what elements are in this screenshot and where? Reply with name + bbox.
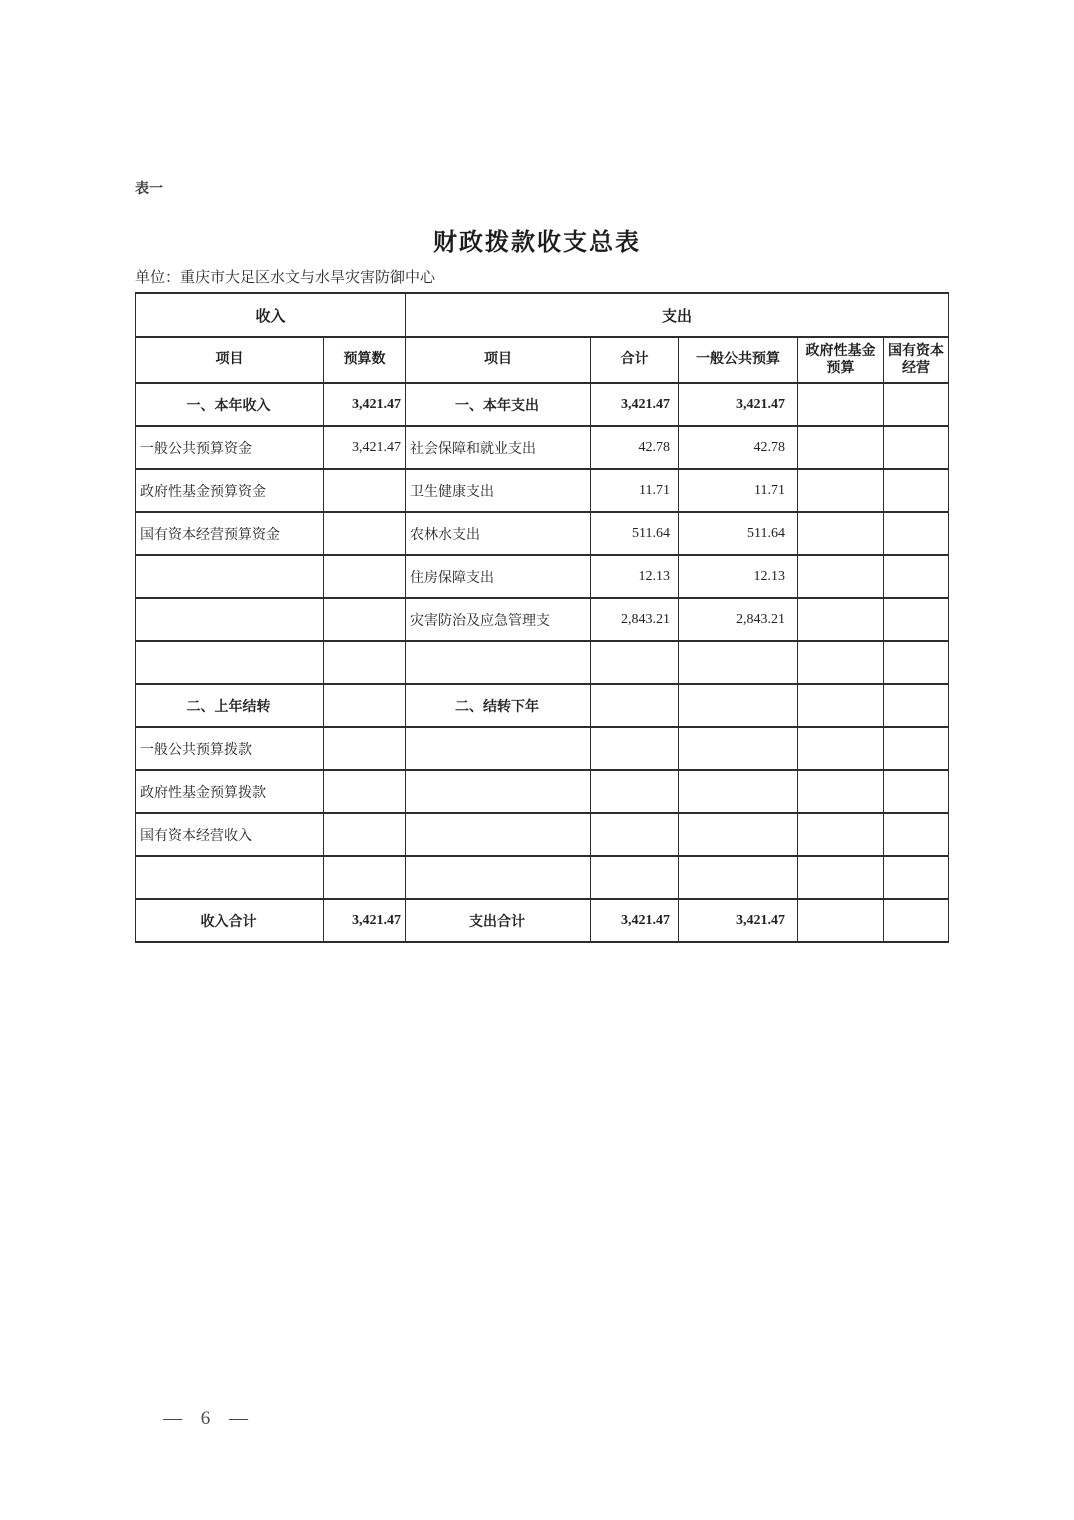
- cell-income-value: [324, 512, 406, 555]
- cell-income-value: [324, 555, 406, 598]
- budget-table: [135, 292, 949, 943]
- table-row: [136, 770, 949, 813]
- header-group-row: [136, 293, 949, 337]
- table-row: [136, 899, 949, 942]
- cell-expense-general: [679, 641, 798, 684]
- cell-expense-total: [591, 770, 679, 813]
- page-title: 财政拨款收支总表: [433, 230, 641, 256]
- cell-income-item: 一、本年收入: [136, 383, 324, 426]
- cell-expense-fund: [798, 727, 884, 770]
- col-header-income-budget: 预算数: [324, 337, 406, 383]
- cell-expense-item: [406, 641, 591, 684]
- cell-expense-item: [406, 813, 591, 856]
- income-group-header: 收入: [136, 293, 406, 337]
- cell-expense-total: 3,421.47: [591, 899, 679, 942]
- cell-expense-fund: [798, 469, 884, 512]
- cell-expense-total: 3,421.47: [591, 383, 679, 426]
- cell-expense-general: [679, 684, 798, 727]
- cell-expense-capital: [884, 899, 949, 942]
- cell-expense-fund: [798, 684, 884, 727]
- header-columns-row: [136, 337, 949, 383]
- table-row: [136, 383, 949, 426]
- cell-expense-item: 二、结转下年: [406, 684, 591, 727]
- cell-expense-total: [591, 813, 679, 856]
- cell-income-value: [324, 598, 406, 641]
- cell-income-item: 一般公共预算拨款: [136, 727, 324, 770]
- table-row: [136, 641, 949, 684]
- cell-income-item: [136, 641, 324, 684]
- cell-expense-fund: [798, 813, 884, 856]
- cell-expense-capital: [884, 641, 949, 684]
- cell-expense-capital: [884, 469, 949, 512]
- table-tag: 表一: [135, 182, 163, 197]
- cell-expense-item: 农林水支出: [406, 512, 591, 555]
- cell-income-value: [324, 727, 406, 770]
- cell-expense-capital: [884, 555, 949, 598]
- table-row: [136, 469, 949, 512]
- cell-expense-item: 支出合计: [406, 899, 591, 942]
- cell-expense-fund: [798, 383, 884, 426]
- cell-expense-capital: [884, 727, 949, 770]
- col-header-expense-capital: 国有资本经营: [884, 337, 949, 383]
- cell-expense-fund: [798, 899, 884, 942]
- cell-expense-fund: [798, 512, 884, 555]
- cell-income-item: 政府性基金预算资金: [136, 469, 324, 512]
- cell-expense-total: [591, 856, 679, 899]
- cell-expense-total: 511.64: [591, 512, 679, 555]
- cell-expense-general: 511.64: [679, 512, 798, 555]
- table-row: [136, 598, 949, 641]
- table-row: [136, 426, 949, 469]
- cell-income-item: [136, 555, 324, 598]
- cell-expense-item: [406, 856, 591, 899]
- cell-expense-capital: [884, 813, 949, 856]
- cell-expense-item: [406, 727, 591, 770]
- expense-group-header: 支出: [406, 293, 949, 337]
- cell-expense-fund: [798, 598, 884, 641]
- cell-expense-general: [679, 856, 798, 899]
- cell-income-value: [324, 770, 406, 813]
- cell-expense-total: 11.71: [591, 469, 679, 512]
- cell-income-item: 政府性基金预算拨款: [136, 770, 324, 813]
- col-header-expense-fund: 政府性基金预算: [798, 337, 884, 383]
- cell-expense-capital: [884, 512, 949, 555]
- page-number: — 6 —: [163, 1408, 255, 1429]
- cell-expense-capital: [884, 770, 949, 813]
- cell-income-item: 国有资本经营收入: [136, 813, 324, 856]
- cell-expense-fund: [798, 426, 884, 469]
- table-row: [136, 813, 949, 856]
- cell-income-value: [324, 469, 406, 512]
- cell-income-value: 3,421.47: [324, 899, 406, 942]
- cell-income-item: 国有资本经营预算资金: [136, 512, 324, 555]
- col-header-expense-item: 项目: [406, 337, 591, 383]
- cell-expense-general: 3,421.47: [679, 899, 798, 942]
- cell-expense-general: [679, 727, 798, 770]
- cell-expense-general: [679, 813, 798, 856]
- cell-income-item: 一般公共预算资金: [136, 426, 324, 469]
- cell-expense-fund: [798, 770, 884, 813]
- cell-expense-total: [591, 684, 679, 727]
- cell-expense-item: 住房保障支出: [406, 555, 591, 598]
- cell-expense-fund: [798, 856, 884, 899]
- cell-income-value: [324, 813, 406, 856]
- table-header: [136, 293, 949, 383]
- col-header-income-item: 项目: [136, 337, 324, 383]
- cell-expense-total: [591, 727, 679, 770]
- cell-expense-total: [591, 641, 679, 684]
- cell-expense-fund: [798, 555, 884, 598]
- cell-expense-general: 2,843.21: [679, 598, 798, 641]
- table-body: [136, 383, 949, 942]
- table-row: [136, 684, 949, 727]
- cell-expense-total: 2,843.21: [591, 598, 679, 641]
- table-row: [136, 512, 949, 555]
- cell-expense-general: 3,421.47: [679, 383, 798, 426]
- cell-expense-total: 42.78: [591, 426, 679, 469]
- cell-expense-capital: [884, 426, 949, 469]
- cell-expense-item: [406, 770, 591, 813]
- cell-income-item: [136, 856, 324, 899]
- table-row: [136, 727, 949, 770]
- cell-expense-item: 卫生健康支出: [406, 469, 591, 512]
- cell-income-item: 二、上年结转: [136, 684, 324, 727]
- cell-expense-general: 11.71: [679, 469, 798, 512]
- table-row: [136, 555, 949, 598]
- cell-expense-total: 12.13: [591, 555, 679, 598]
- cell-expense-fund: [798, 641, 884, 684]
- cell-expense-capital: [884, 598, 949, 641]
- cell-expense-general: 12.13: [679, 555, 798, 598]
- cell-income-value: [324, 641, 406, 684]
- cell-income-value: [324, 856, 406, 899]
- cell-income-item: [136, 598, 324, 641]
- cell-expense-general: [679, 770, 798, 813]
- cell-income-value: 3,421.47: [324, 383, 406, 426]
- table-row: [136, 856, 949, 899]
- cell-expense-capital: [884, 684, 949, 727]
- col-header-expense-total: 合计: [591, 337, 679, 383]
- cell-expense-item: 社会保障和就业支出: [406, 426, 591, 469]
- cell-income-value: [324, 684, 406, 727]
- cell-expense-capital: [884, 856, 949, 899]
- cell-expense-general: 42.78: [679, 426, 798, 469]
- cell-income-item: 收入合计: [136, 899, 324, 942]
- cell-expense-item: 灾害防治及应急管理支: [406, 598, 591, 641]
- unit-label: 单位：重庆市大足区水文与水旱灾害防御中心: [135, 270, 436, 286]
- col-header-expense-general: 一般公共预算: [679, 337, 798, 383]
- cell-income-value: 3,421.47: [324, 426, 406, 469]
- cell-expense-item: 一、本年支出: [406, 383, 591, 426]
- cell-expense-capital: [884, 383, 949, 426]
